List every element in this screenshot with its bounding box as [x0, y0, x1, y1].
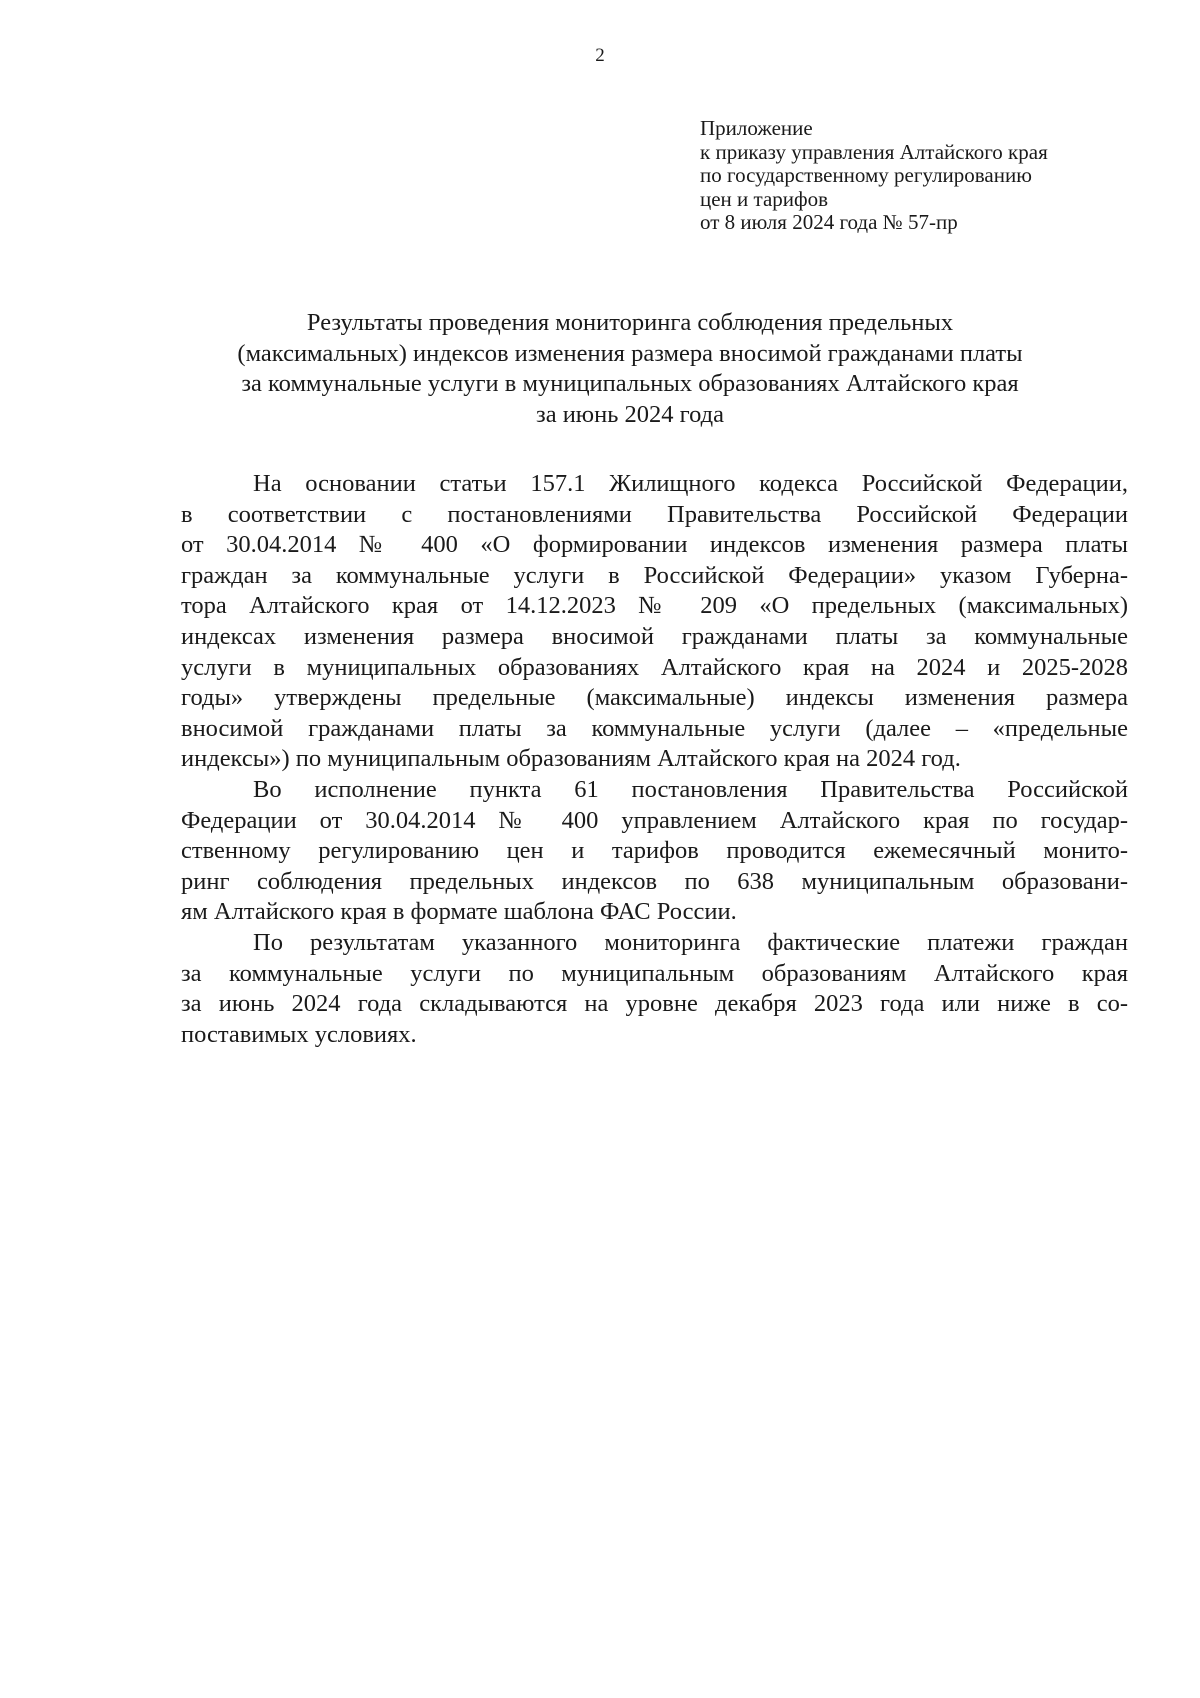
appendix-header: [700, 117, 1160, 235]
paragraph-line: за коммунальные услуги по муниципальным образованиям Алтайского края: [181, 959, 1128, 987]
paragraph-monitoring: [181, 775, 1128, 928]
paragraph-line: поставимых условиях.: [181, 1020, 417, 1048]
paragraph-line: По результатам указанного мониторинга фактические платежи граждан: [253, 928, 1128, 956]
appendix-line: к приказу управления Алтайского края: [700, 139, 1048, 164]
appendix-line: от 8 июля 2024 года № 57-пр: [700, 210, 958, 234]
paragraph-line: тора Алтайского края от 14.12.2023 № 209 «О предельных (максимальных): [181, 592, 1128, 620]
paragraph-line: за июнь 2024 года складываются на уровне декабря 2023 года или ниже в со-: [181, 990, 1128, 1018]
title-line: за июнь 2024 года: [536, 400, 724, 428]
paragraph-line: услуги в муниципальных образованиях Алтайского края на 2024 и 2025-2028: [181, 653, 1128, 681]
paragraph-line: индексах изменения размера вносимой гражданами платы за коммунальные: [181, 622, 1128, 650]
document-title: [160, 308, 1100, 430]
paragraph-line: граждан за коммунальные услуги в Российской Федерации» указом Губерна-: [181, 561, 1128, 589]
paragraph-line: от 30.04.2014 № 400 «О формировании индексов изменения размера платы: [181, 531, 1128, 559]
appendix-line: цен и тарифов: [700, 186, 829, 211]
paragraph-line: годы» утверждены предельные (максимальные) индексы изменения размера: [181, 684, 1128, 712]
paragraph-line: ям Алтайского края в формате шаблона ФАС России.: [181, 898, 737, 926]
title-line: (максимальных) индексов изменения размера вносимой гражданами платы: [237, 339, 1023, 367]
appendix-line: Приложение: [700, 116, 813, 140]
paragraph-line: индексы») по муниципальным образованиям Алтайского края на 2024 год.: [181, 745, 961, 773]
title-line: Результаты проведения мониторинга соблюдения предельных: [306, 309, 954, 336]
paragraph-line: Во исполнение пункта 61 постановления Правительства Российской: [253, 775, 1128, 803]
page-number: 2: [595, 45, 605, 66]
paragraph-line: ственному регулированию цен и тарифов проводится ежемесячный монито-: [181, 837, 1128, 865]
document-body: [181, 469, 1128, 1050]
paragraph-line: вносимой гражданами платы за коммунальные услуги (далее – «предельные: [181, 714, 1128, 742]
paragraph-line: ринг соблюдения предельных индексов по 638 муниципальным образовани-: [181, 867, 1128, 895]
paragraph-line: На основании статьи 157.1 Жилищного кодекса Российской Федерации,: [253, 470, 1128, 497]
paragraph-line: в соответствии с постановлениями Правительства Российской Федерации: [181, 500, 1128, 528]
title-line: за коммунальные услуги в муниципальных образованиях Алтайского края: [241, 370, 1019, 397]
paragraph-results: [181, 928, 1128, 1050]
paragraph-line: Федерации от 30.04.2014 № 400 управлением Алтайского края по государ-: [181, 806, 1128, 834]
appendix-line: по государственному регулированию: [700, 163, 1032, 187]
paragraph-legal-basis: [181, 469, 1128, 775]
